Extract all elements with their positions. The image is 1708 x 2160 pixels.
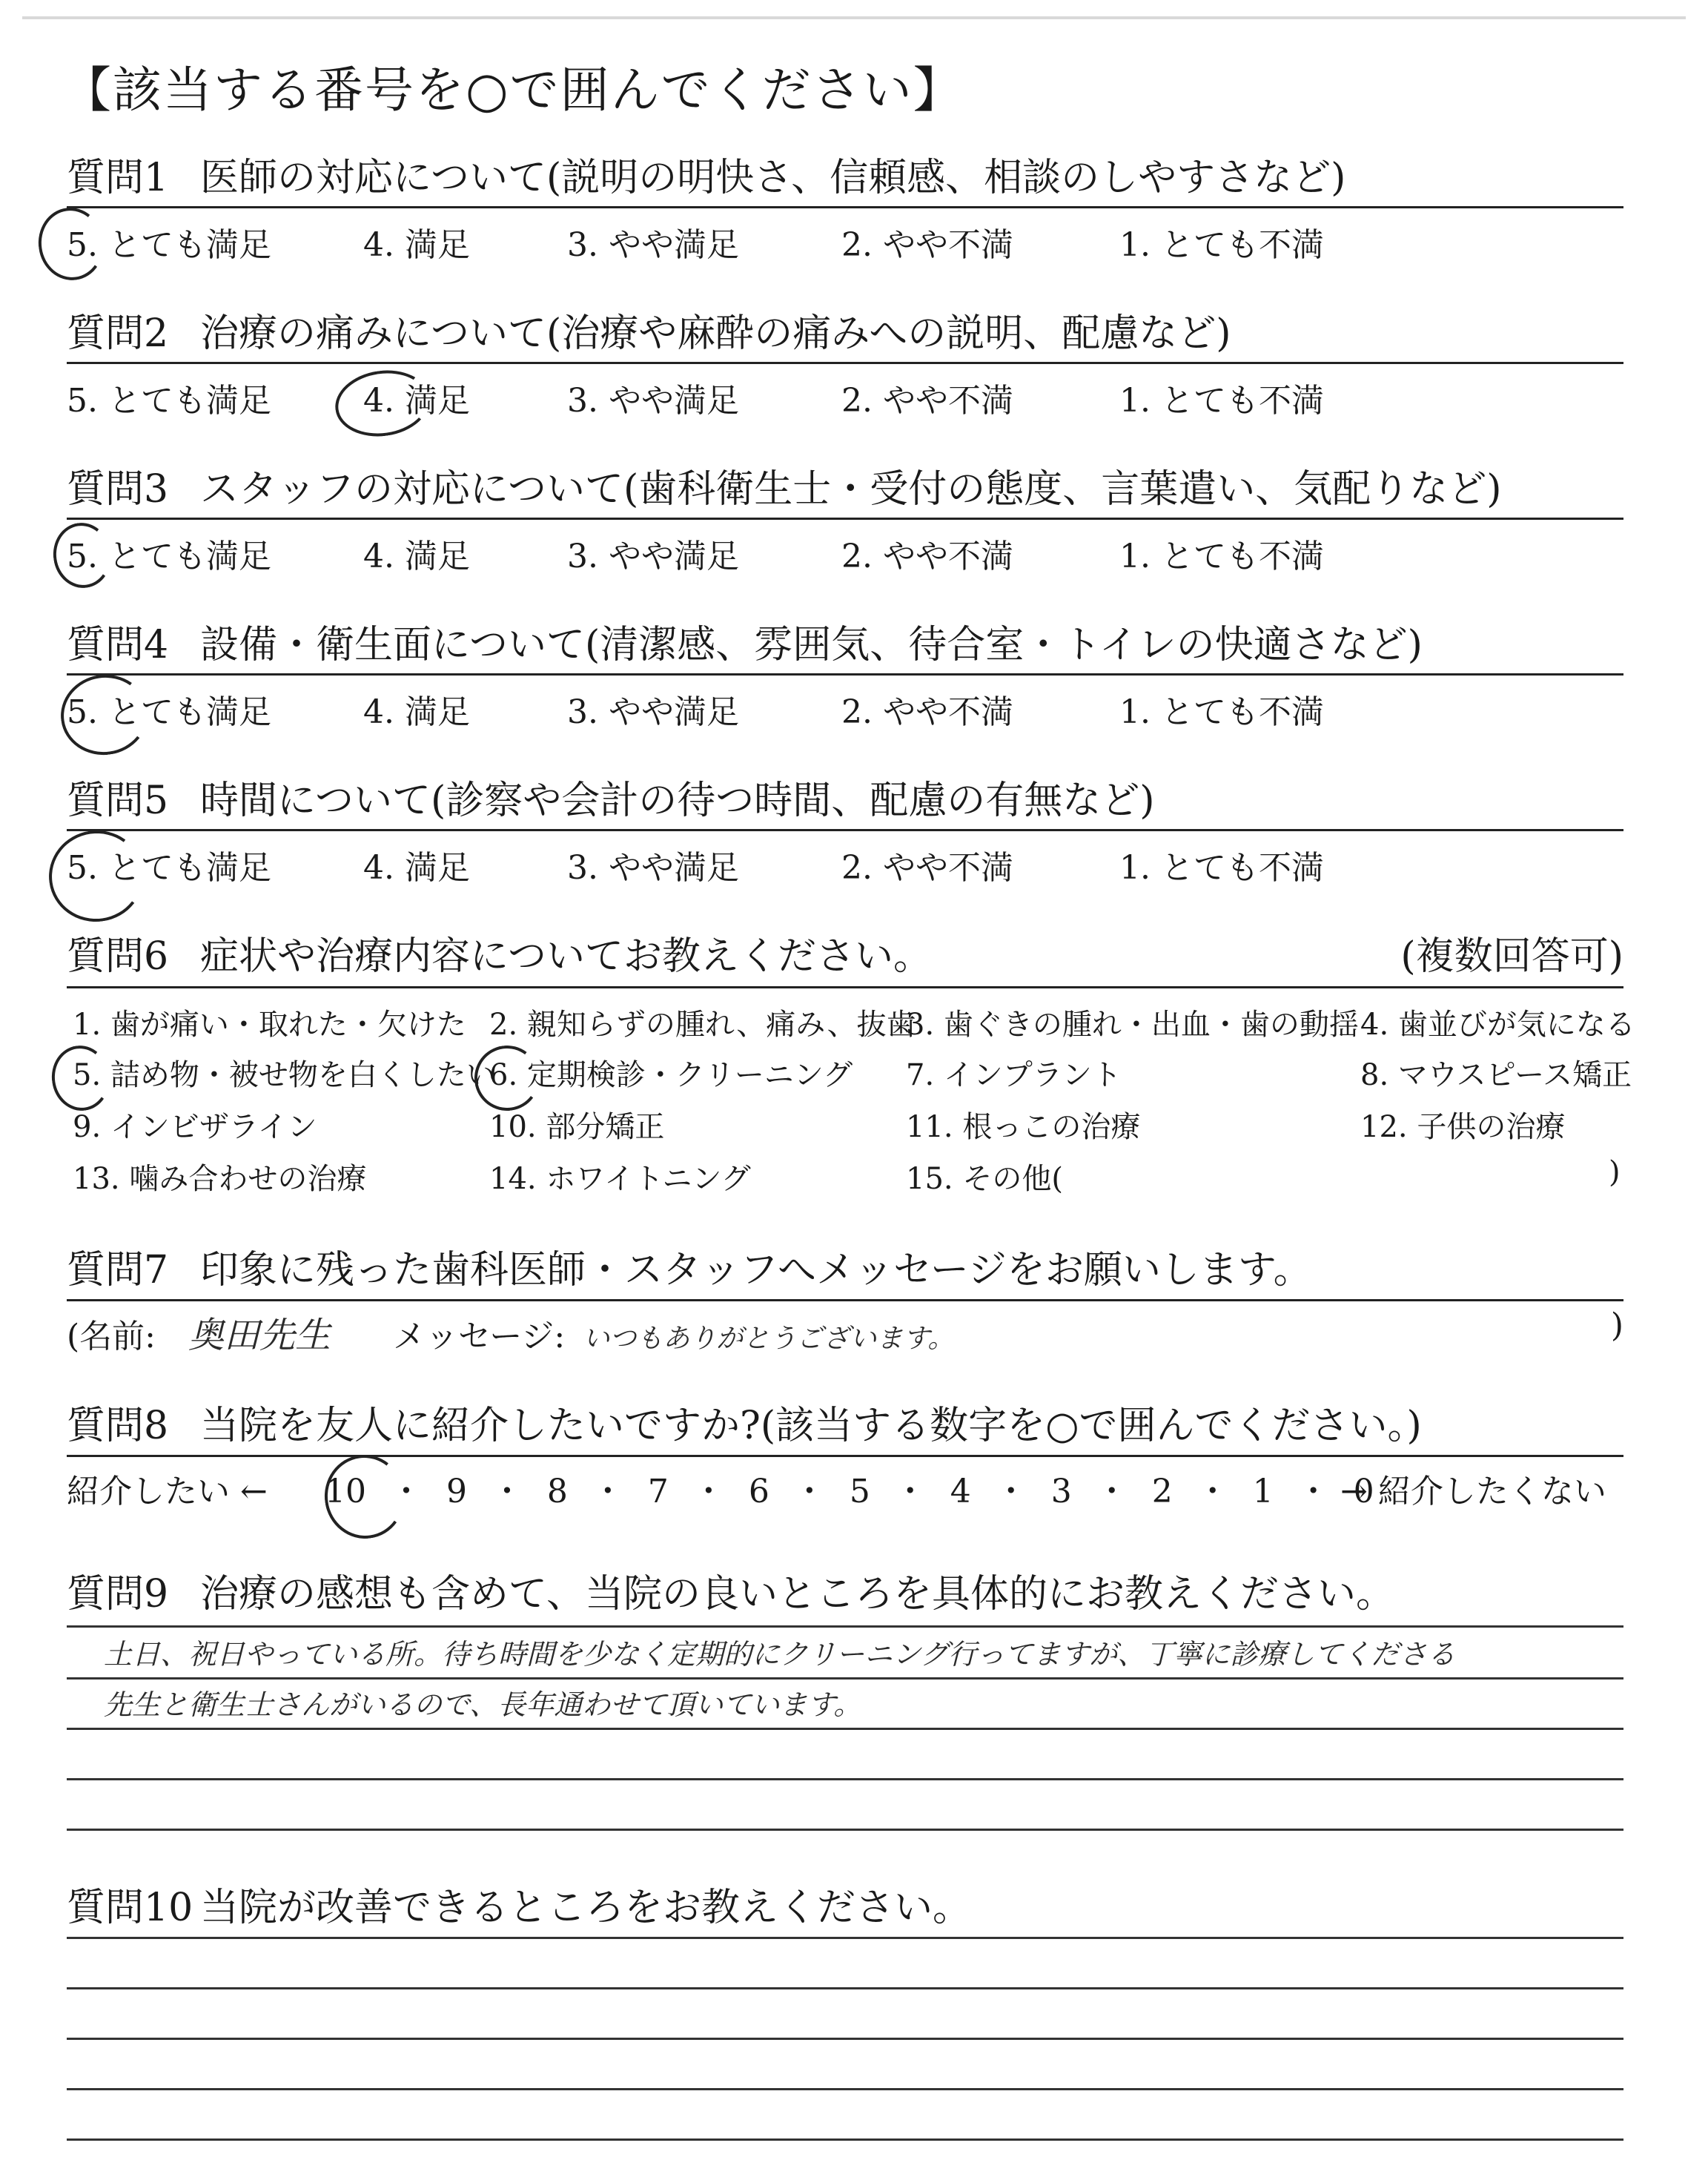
name-label: (名前: [67,1318,156,1355]
circle-mark [34,203,109,284]
question-10 [67,1882,1623,1934]
question-number: 質問9 [67,1572,169,1616]
circle-mark [43,825,150,928]
recommend-scale-right: → 紹介したくない [1340,1473,1606,1510]
rating-5[interactable]: 5. とても満足 [67,849,271,887]
divider [67,673,1623,676]
divider [67,1299,1623,1301]
recommend-scale[interactable]: 10 ・ 9 ・ 8 ・ 7 ・ 6 ・ 5 ・ 4 ・ 3 ・ 2 ・ 1 ・ 0 [325,1473,1374,1510]
other-close-paren: ) [1609,1155,1621,1189]
symptom-item[interactable]: 14. ホワイトニング [489,1162,751,1196]
question-text: 当院が改善できるところをお教えください。 [200,1886,972,1930]
rating-4[interactable]: 4. 満足 [363,226,470,264]
question-text: 印象に残った歯科医師・スタッフへメッセージをお願いします。 [200,1248,1312,1292]
question-2 [67,308,1623,360]
rating-2[interactable]: 2. やや不満 [841,849,1013,887]
symptom-item[interactable]: 11. 根っこの治療 [906,1110,1141,1144]
rating-5[interactable]: 5. とても満足 [67,693,271,731]
symptom-item[interactable]: 12. 子供の治療 [1360,1110,1566,1144]
rating-5[interactable]: 5. とても満足 [67,538,271,575]
multiple-answers-note: (複数回答可) [1400,934,1623,979]
rating-2[interactable]: 2. やや不満 [841,382,1013,420]
rating-1[interactable]: 1. とても不満 [1119,382,1324,420]
symptom-item[interactable]: 9. インビザライン [73,1110,317,1144]
question-number: 質問8 [67,1404,169,1448]
answer-text-line-2[interactable]: 先生と衛生士さんがいるので、長年通わせて頂いています。 [104,1688,862,1721]
answer-line [67,1987,1623,1989]
answer-line [67,1728,1623,1730]
question-4 [67,619,1623,671]
question-7 [67,1244,1623,1296]
divider [67,206,1623,208]
question-number: 質問3 [67,467,169,512]
top-border [22,16,1686,19]
divider [67,1455,1623,1457]
symptom-item[interactable]: 3. 歯ぐきの腫れ・出血・歯の動揺 [906,1008,1359,1042]
question-number: 質問7 [67,1248,169,1292]
divider [67,829,1623,831]
question-text: 治療の感想も含めて、当院の良いところを具体的にお教えください。 [200,1572,1394,1616]
rating-4[interactable]: 4. 満足 [363,849,470,887]
message-label: メッセージ: [393,1318,566,1355]
symptom-item[interactable]: 8. マウスピース矯正 [1360,1058,1632,1092]
question-text: 症状や治療内容についてお教えください。 [200,934,932,979]
answer-line [67,2088,1623,2090]
answer-text-line-1[interactable]: 土日、祝日やっている所。待ち時間を少なく定期的にクリーニング行ってますが、丁寧に診療してくださる [104,1638,1456,1671]
question-8 [67,1400,1623,1452]
answer-line [67,2138,1623,2141]
answer-line [67,1625,1623,1628]
question-number: 質問2 [67,311,169,356]
question-text: 当院を友人に紹介したいですか?(該当する数字を○で囲んでください。) [200,1404,1422,1448]
question-text: スタッフの対応について(歯科衛生士・受付の態度、言葉遣い、気配りなど) [200,467,1502,512]
question-number: 質問6 [67,934,169,979]
question-text: 医師の対応について(説明の明快さ、信頼感、相談のしやすさなど) [200,156,1346,200]
close-paren: ) [1610,1307,1623,1344]
symptom-item[interactable]: 13. 噛み合わせの治療 [73,1162,367,1196]
symptom-item[interactable]: 7. インプラント [906,1058,1122,1092]
question-number: 質問10 [67,1886,193,1930]
question-6 [67,931,1623,982]
rating-1[interactable]: 1. とても不満 [1119,226,1324,264]
rating-3[interactable]: 3. やや満足 [567,382,739,420]
symptom-item[interactable]: 5. 詰め物・被せ物を白くしたい [73,1058,496,1092]
answer-line [67,2038,1623,2040]
divider [67,518,1623,520]
answer-line [67,1778,1623,1780]
page-heading: 【該当する番号を○で囲んでください】 [62,62,964,119]
symptom-item[interactable]: 15. その他( [906,1162,1063,1196]
rating-3[interactable]: 3. やや満足 [567,693,739,731]
symptom-item[interactable]: 4. 歯並びが気になる [1360,1008,1635,1042]
rating-3[interactable]: 3. やや満足 [567,849,739,887]
rating-5[interactable]: 5. とても満足 [67,382,271,420]
divider [67,362,1623,364]
rating-3[interactable]: 3. やや満足 [567,538,739,575]
circle-mark [56,669,153,760]
divider [67,986,1623,988]
answer-line [67,1829,1623,1831]
rating-1[interactable]: 1. とても不満 [1119,693,1324,731]
message-row [67,1307,1623,1358]
rating-1[interactable]: 1. とても不満 [1119,538,1324,575]
rating-5[interactable]: 5. とても満足 [67,226,271,264]
question-number: 質問4 [67,623,169,667]
rating-4[interactable]: 4. 満足 [363,693,470,731]
question-text: 治療の痛みについて(治療や麻酔の痛みへの説明、配慮など) [200,311,1231,356]
recommend-scale-left: 紹介したい ← [67,1473,268,1510]
rating-2[interactable]: 2. やや不満 [841,226,1013,264]
rating-2[interactable]: 2. やや不満 [841,538,1013,575]
symptom-item[interactable]: 2. 親知らずの腫れ、痛み、抜歯 [489,1008,916,1042]
symptom-item[interactable]: 6. 定期検診・クリーニング [489,1058,853,1092]
name-value[interactable]: 奥田先生 [188,1315,331,1356]
rating-2[interactable]: 2. やや不満 [841,693,1013,731]
answer-line [67,1937,1623,1939]
symptom-item[interactable]: 10. 部分矯正 [489,1110,665,1144]
rating-4[interactable]: 4. 満足 [363,382,470,420]
question-1 [67,152,1623,204]
question-number: 質問5 [67,779,169,823]
rating-4[interactable]: 4. 満足 [363,538,470,575]
question-9 [67,1568,1623,1620]
question-5 [67,775,1623,827]
question-3 [67,463,1623,515]
message-value[interactable]: いつもありがとうございます。 [583,1324,955,1354]
rating-3[interactable]: 3. やや満足 [567,226,739,264]
question-text: 時間について(診察や会計の待つ時間、配慮の有無など) [200,779,1155,823]
symptom-item[interactable]: 1. 歯が痛い・取れた・欠けた [73,1008,466,1042]
rating-1[interactable]: 1. とても不満 [1119,849,1324,887]
answer-line [67,1677,1623,1680]
question-number: 質問1 [67,156,169,200]
question-text: 設備・衛生面について(清潔感、雰囲気、待合室・トイレの快適さなど) [200,623,1423,667]
